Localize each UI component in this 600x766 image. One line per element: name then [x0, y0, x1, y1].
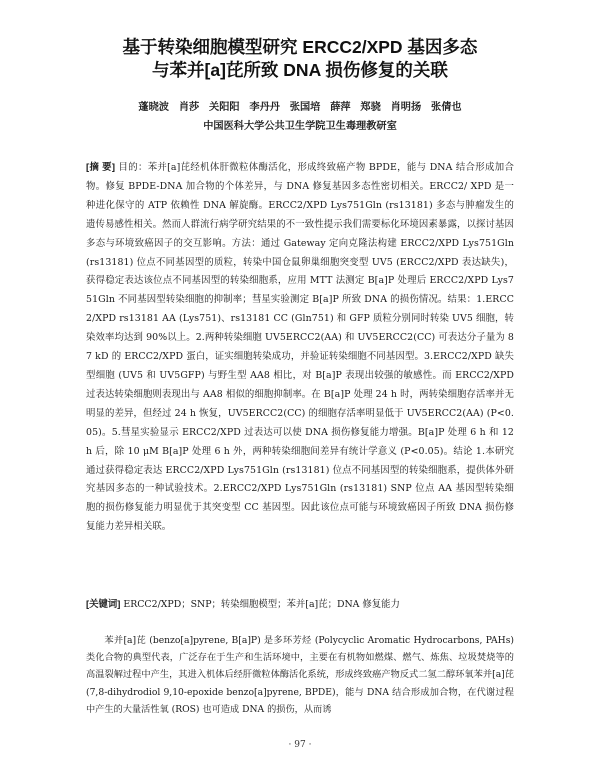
keywords-label: [关键词] [86, 598, 121, 609]
keywords [86, 596, 514, 613]
keywords-text: ERCC2/XPD；SNP；转染细胞模型；苯并[a]芘；DNA 修复能力 [123, 599, 400, 610]
affiliation: 中国医科大学公共卫生学院卫生毒理教研室 [203, 121, 397, 132]
abstract [86, 158, 514, 537]
abstract-text: 目的：苯并[a]芘经机体肝微粒体酶活化，形成终致癌产物 BPDE，能与 DNA 结合形成加合物。修复 BPDE-DNA 加合物的个体差异，与 DNA 修复基因多态性密切相关。ERCC2/ XPD 是一种进化保守的 ATP 依赖性 DNA 解旋酶。ERCC2/XPD Lys751Gln (rs13181) 多态与肿瘤发生的遗传易感性相关。然而人群流行病学研究结果的不一致性提示我们需要标化环境因素暴露，以探讨基因多态与环境致癌因子的交互影响。方法：通过 Gateway 定向克隆法构建 ERCC2/XPD Lys751Gln (rs13181) 位点不同基因型的质粒，转染中国仓鼠卵巢细胞突变型 UV5 (ERCC2/XPD 表达缺失)，获得稳定表达该位点不同基因型的转染细胞系，应用 MTT 法测定 B[a]P 处理后 ERCC2/XPD Lys751Gln 不同基因型转染细胞的抑制率；彗星实验测定 B[a]P 所致 DNA 的损伤情况。结果：1.ERCC2/XPD rs13181 AA (Lys751)、rs13181 CC (Gln751) 和 GFP 质粒分别同时转染 UV5 细胞，转染效率均达到 90%以上。2.两种转染细胞 UV5ERCC2(AA) 和 UV5ERCC2(CC) 可表达分子量为 87 kD 的 ERCC2/XPD 蛋白，证实细胞转染成功，并验证转染细胞不同基因型。3.ERCC2/XPD 缺失型细胞 (UV5 和 UV5GFP) 与野生型 AA8 相比，对 B[a]P 表现出较强的敏感性。而 ERCC2/XPD 过表达转染细胞则表现出与 AA8 相似的细胞抑制率。在 B[a]P 处理 24 h 时，两转染细胞存活率并无明显的差异，但经过 24 h 恢复，UV5ERCC2(CC) 的细胞存活率明显低于 UV5ERCC2(AA) (P<0.05)。5.彗星实验显示 ERCC2/XPD 过表达可以使 DNA 损伤修复能力增强。B[a]P 处理 6 h 和 12 h 后，除 10 μM B[a]P 处理 6 h 外，两种转染细胞间差异有统计学意义 (P<0.05)。结论 1.本研究通过获得稳定表达 ERCC2/XPD Lys751Gln (rs13181) 位点不同基因型的转染细胞系，提供体外研究基因多态的一种试验技术。2.ERCC2/XPD Lys751Gln (rs13181) SNP 位点 AA 基因型转染细胞的损伤修复能力明显优于其突变型 CC 基因型。因此该位点可能与环境致癌因子所致 DNA 损伤修复能力差异相关联。 [86, 162, 514, 533]
abstract-label: [摘 要] [86, 161, 116, 172]
body-paragraph: 苯并[a]芘 (benzo[a]pyrene, B[a]P) 是多环芳烃 (Polycyclic Aromatic Hydrocarbons, PAHs) 类化合物的典型代表，广泛存在于生产和生活环境中，主要在有机物如燃煤、燃气、炼焦、垃圾焚烧等的高温裂解过程中产生，其进入机体后经肝微粒体酶活化系统，形成终致癌产物反式二氢二醇环氧苯并[a]芘 (7,8-dihydrodiol 9,10-epoxide benzo[a]pyrene, BPDE)，能与 DNA 结合形成加合物，在代谢过程中产生的大量活性氧 (ROS) 也可造成 DNA 的损伤，从而诱 [86, 635, 514, 715]
paper-title-line-2: 与苯并[a]芘所致 DNA 损伤修复的关联 [152, 60, 448, 80]
page-number: · 97 · [288, 740, 312, 750]
paper-title-line-1: 基于转染细胞模型研究 ERCC2/XPD 基因多态 [122, 37, 478, 57]
author-list: 蓬晓波 肖莎 关阳阳 李丹丹 张国培 薛萍 郑骁 肖明扬 张倩也 [138, 102, 462, 113]
